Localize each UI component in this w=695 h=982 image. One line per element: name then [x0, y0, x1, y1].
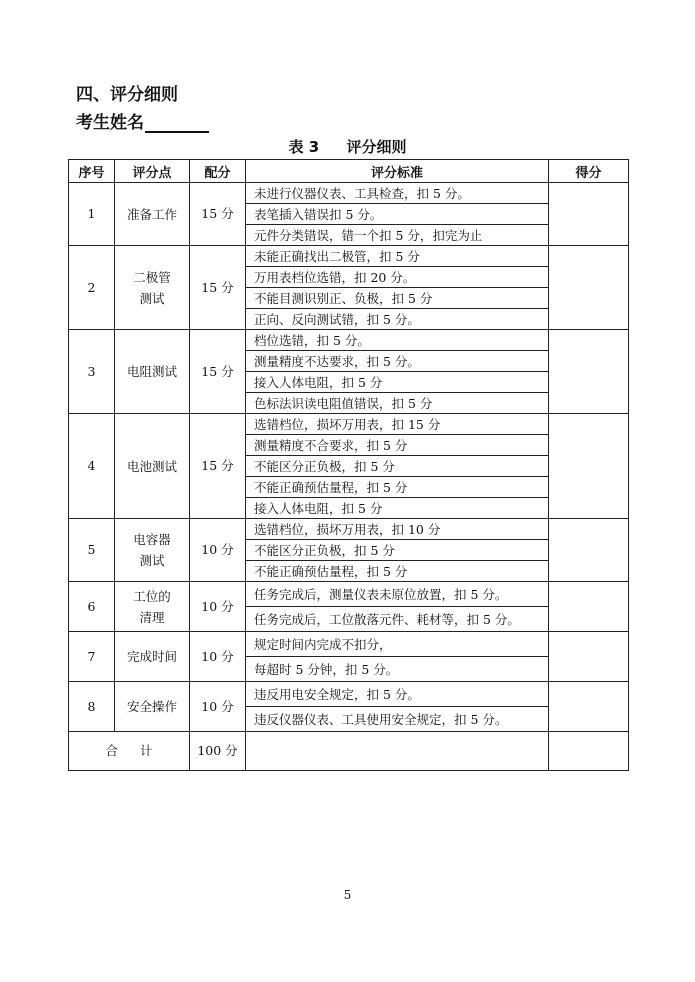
table-header-row	[69, 160, 629, 183]
row-scoring-point	[115, 519, 190, 582]
criteria-item: 规定时间内完成不扣分，	[246, 632, 549, 657]
scoring-point-line: 电阻测试	[126, 364, 177, 379]
criteria-item: 测量精度不达要求，扣 5 分。	[246, 351, 549, 372]
criteria-item: 违反用电安全规定，扣 5 分。	[246, 682, 549, 707]
total-obtained-cell	[549, 732, 629, 771]
criteria-item: 选错档位，损坏万用表，扣 15 分	[246, 414, 549, 435]
criteria-item: 接入人体电阻，扣 5 分	[246, 498, 549, 519]
criteria-item: 不能区分正负极，扣 5 分	[246, 540, 549, 561]
row-allocated-score: 15 分	[190, 246, 246, 330]
row-allocated-score: 15 分	[190, 330, 246, 414]
criteria-item: 测量精度不合要求，扣 5 分	[246, 435, 549, 456]
row-serial: 6	[69, 582, 115, 632]
examinee-name-blank	[145, 113, 209, 133]
criteria-item: 不能目测识别正、负极，扣 5 分	[246, 288, 549, 309]
row-scoring-point	[115, 582, 190, 632]
criteria-item: 未进行仪器仪表、工具检查，扣 5 分。	[246, 183, 549, 204]
table-row	[69, 414, 629, 435]
header-scoring-point: 评分点	[115, 160, 190, 183]
table-row	[69, 632, 629, 657]
row-scoring-point	[115, 632, 190, 682]
row-serial: 3	[69, 330, 115, 414]
criteria-item: 不能正确预估量程，扣 5 分	[246, 561, 549, 582]
table-title-text: 评分细则	[346, 138, 407, 156]
scoring-point-line: 安全操作	[126, 699, 177, 714]
row-scoring-point	[115, 183, 190, 246]
scoring-point-line: 测试	[139, 553, 165, 568]
criteria-item: 未能正确找出二极管，扣 5 分	[246, 246, 549, 267]
row-allocated-score: 10 分	[190, 682, 246, 732]
row-obtained-score	[549, 582, 629, 632]
scoring-point-line: 工位的	[133, 588, 171, 604]
total-score: 100 分	[190, 732, 246, 771]
scoring-point-line: 电池测试	[126, 458, 177, 474]
row-allocated-score: 10 分	[190, 582, 246, 632]
examinee-name-line	[76, 108, 209, 133]
criteria-item: 任务完成后，工位散落元件、耗材等，扣 5 分。	[246, 607, 549, 632]
total-label: 合计	[105, 743, 175, 758]
row-serial: 7	[69, 632, 115, 682]
table-number: 表 3	[288, 138, 320, 156]
header-criteria: 评分标准	[246, 160, 549, 183]
header-allocated-score: 配分	[190, 160, 246, 183]
criteria-item: 正向、反向测试错，扣 5 分。	[246, 309, 549, 330]
criteria-item: 万用表档位选错，扣 20 分。	[246, 267, 549, 288]
row-scoring-point	[115, 414, 190, 519]
page-number: 5	[343, 888, 352, 902]
row-scoring-point	[115, 246, 190, 330]
criteria-item: 表笔插入错误扣 5 分。	[246, 204, 549, 225]
table-row	[69, 246, 629, 267]
criteria-item: 不能区分正负极，扣 5 分	[246, 456, 549, 477]
total-row	[69, 732, 629, 771]
total-criteria-cell	[246, 732, 549, 771]
criteria-item: 任务完成后，测量仪表未原位放置，扣 5 分。	[246, 582, 549, 607]
row-scoring-point	[115, 330, 190, 414]
row-obtained-score	[549, 682, 629, 732]
row-obtained-score	[549, 632, 629, 682]
table-row	[69, 682, 629, 707]
table-row	[69, 183, 629, 204]
criteria-item: 违反仪器仪表、工具使用安全规定，扣 5 分。	[246, 707, 549, 732]
section-heading: 四、评分细则	[76, 85, 178, 105]
criteria-item: 色标法识读电阻值错误，扣 5 分	[246, 393, 549, 414]
criteria-item: 元件分类错误，错一个扣 5 分，扣完为止	[246, 225, 549, 246]
row-serial: 8	[69, 682, 115, 732]
table-body	[69, 183, 629, 732]
examinee-name-label: 考生姓名	[76, 113, 144, 133]
total-label-cell	[69, 732, 190, 771]
table-row	[69, 582, 629, 607]
row-serial: 2	[69, 246, 115, 330]
scoring-point-line: 清理	[139, 609, 165, 625]
row-allocated-score: 15 分	[190, 183, 246, 246]
scoring-point-line: 测试	[139, 290, 165, 306]
scoring-table	[68, 159, 629, 771]
criteria-item: 接入人体电阻，扣 5 分	[246, 372, 549, 393]
row-serial: 5	[69, 519, 115, 582]
header-serial: 序号	[69, 160, 115, 183]
table-title	[0, 136, 695, 157]
row-allocated-score: 10 分	[190, 519, 246, 582]
criteria-item: 选错档位，损坏万用表，扣 10 分	[246, 519, 549, 540]
row-obtained-score	[549, 183, 629, 246]
header-obtained-score: 得分	[549, 160, 629, 183]
row-obtained-score	[549, 246, 629, 330]
row-obtained-score	[549, 330, 629, 414]
scoring-point-line: 二极管	[133, 269, 171, 285]
row-allocated-score: 15 分	[190, 414, 246, 519]
row-obtained-score	[549, 519, 629, 582]
table-row	[69, 519, 629, 540]
criteria-item: 每超时 5 分钟，扣 5 分。	[246, 657, 549, 682]
row-serial: 4	[69, 414, 115, 519]
row-scoring-point	[115, 682, 190, 732]
scoring-point-line: 准备工作	[126, 206, 177, 222]
scoring-point-line: 完成时间	[126, 649, 177, 664]
row-obtained-score	[549, 414, 629, 519]
criteria-item: 不能正确预估量程，扣 5 分	[246, 477, 549, 498]
criteria-item: 档位选错，扣 5 分。	[246, 330, 549, 351]
scoring-point-line: 电容器	[133, 532, 171, 547]
row-serial: 1	[69, 183, 115, 246]
row-allocated-score: 10 分	[190, 632, 246, 682]
table-row	[69, 330, 629, 351]
